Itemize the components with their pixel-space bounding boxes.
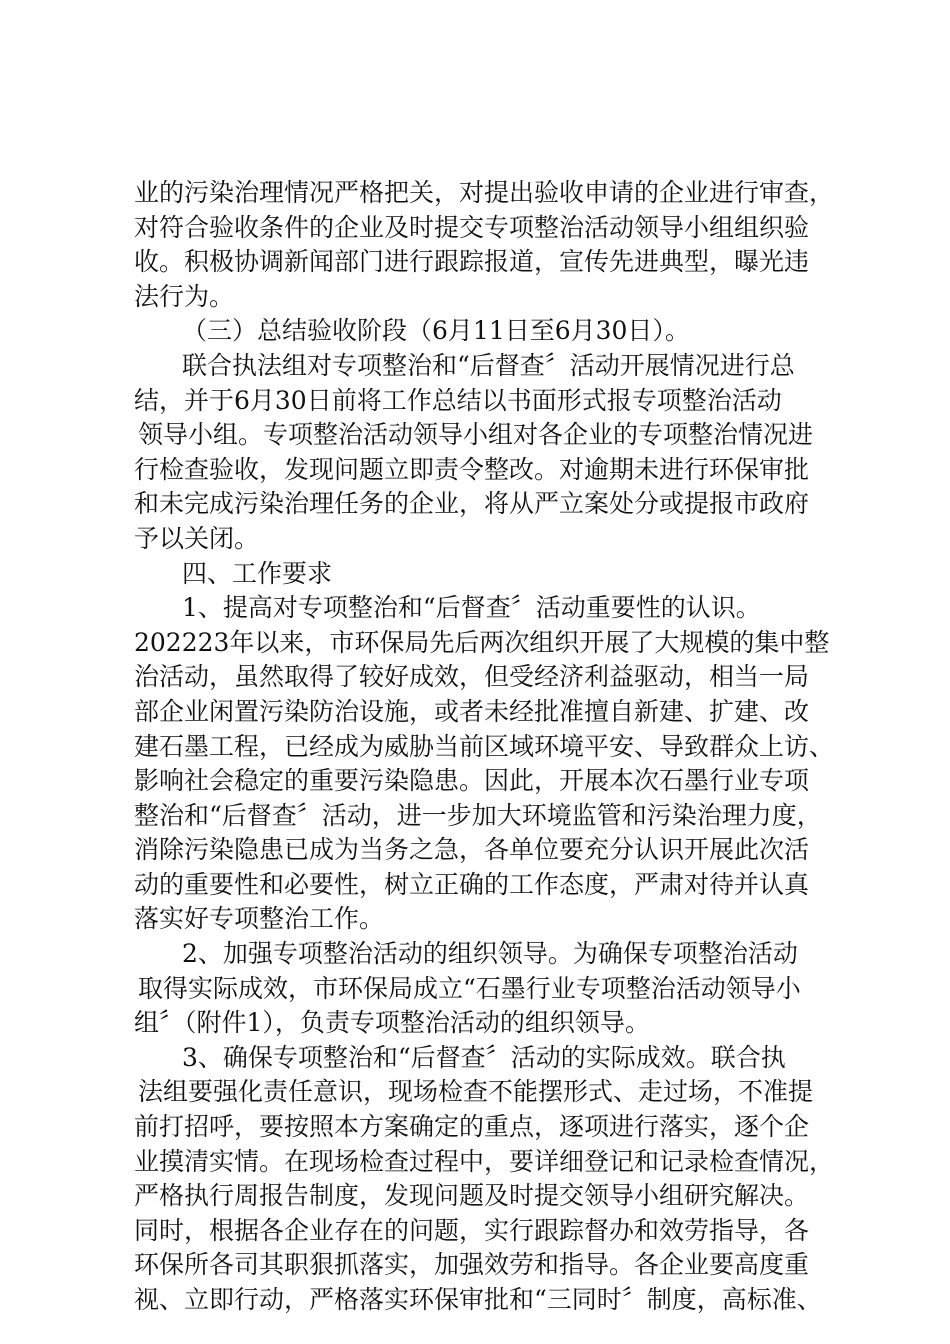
- text-line: 行检查验收，发现问题立即责令整改。对逾期未进行环保审批: [134, 454, 810, 484]
- text-line: 和未完成污染治理任务的企业，将从严立案处分或提报市政府: [134, 489, 810, 519]
- section-heading: 四、工作要求: [182, 558, 333, 588]
- text-line: 动的重要性和必要性，树立正确的工作态度，严肃对待并认真: [134, 869, 810, 899]
- text-line: 结，并于6月30日前将工作总结以书面形式报专项整治活动: [134, 385, 782, 415]
- text-line: 视、立即行动，严格落实环保审批和“三同时〞制度，高标准、: [134, 1285, 822, 1314]
- text-line: 整治和“后督查〞活动，进一步加大环境监管和污染治理力度，: [134, 800, 822, 830]
- text-line: 202223年以来，市环保局先后两次组织开展了大规模的集中整: [134, 627, 830, 657]
- text-line: 消除污染隐患已成为当务之急，各单位要充分认识开展此次活: [134, 835, 810, 865]
- text-line: 同时，根据各企业存在的问题，实行跟踪督办和效劳指导，各: [134, 1215, 810, 1245]
- text-line: 联合执法组对专项整治和“后督查〞活动开展情况进行总: [182, 350, 795, 380]
- text-line: 业摸清实情。在现场检查过程中，要详细登记和记录检查情况，: [134, 1146, 835, 1176]
- text-line: 取得实际成效，市环保局成立“石墨行业专项整治活动领导小: [138, 973, 801, 1003]
- item-heading: 3、确保专项整治和“后督查〞活动的实际成效。联合执: [182, 1042, 786, 1072]
- text-line: 治活动，虽然取得了较好成效，但受经济利益驱动，相当一局: [134, 662, 810, 692]
- item-heading: 1、提高对专项整治和“后督查〞活动重要性的认识。: [182, 593, 761, 623]
- item-heading: 2、加强专项整治活动的组织领导。为确保专项整治活动: [182, 939, 798, 969]
- text-line: 法行为。: [134, 281, 235, 311]
- text-line: 予以关闭。: [134, 523, 260, 553]
- text-line: 严格执行周报告制度，发现问题及时提交领导小组研究解决。: [134, 1181, 810, 1211]
- text-line: 业的污染治理情况严格把关，对提出验收申请的企业进行审查，: [134, 178, 835, 207]
- body-text: [134, 176, 834, 1318]
- text-line: 部企业闲置污染防治设施，或者未经批准擅自新建、扩建、改: [134, 696, 810, 726]
- text-line: 收。积极协调新闻部门进行跟踪报道，宣传先进典型，曝光违: [134, 247, 810, 277]
- text-line: 领导小组。专项整治活动领导小组对各企业的专项整治情况进: [138, 420, 814, 450]
- text-line: 对符合验收条件的企业及时提交专项整治活动领导小组组织验: [134, 212, 810, 242]
- text-line: 建石墨工程，已经成为威胁当前区域环境平安、导致群众上访、: [134, 731, 835, 761]
- section-heading: （三）总结验收阶段（6月11日至6月30日）。: [182, 316, 690, 346]
- text-line: 落实好专项整治工作。: [134, 904, 385, 934]
- text-line: 组〞（附件1），负责专项整治活动的组织领导。: [134, 1008, 650, 1038]
- text-line: 环保所各司其职狠抓落实，加强效劳和指导。各企业要高度重: [134, 1250, 810, 1280]
- text-line: 法组要强化责任意识，现场检查不能摆形式、走过场，不准提: [138, 1077, 814, 1107]
- text-line: 影响社会稳定的重要污染隐患。因此，开展本次石墨行业专项: [134, 766, 810, 796]
- text-line: 前打招呼，要按照本方案确定的重点，逐项进行落实，逐个企: [134, 1112, 810, 1142]
